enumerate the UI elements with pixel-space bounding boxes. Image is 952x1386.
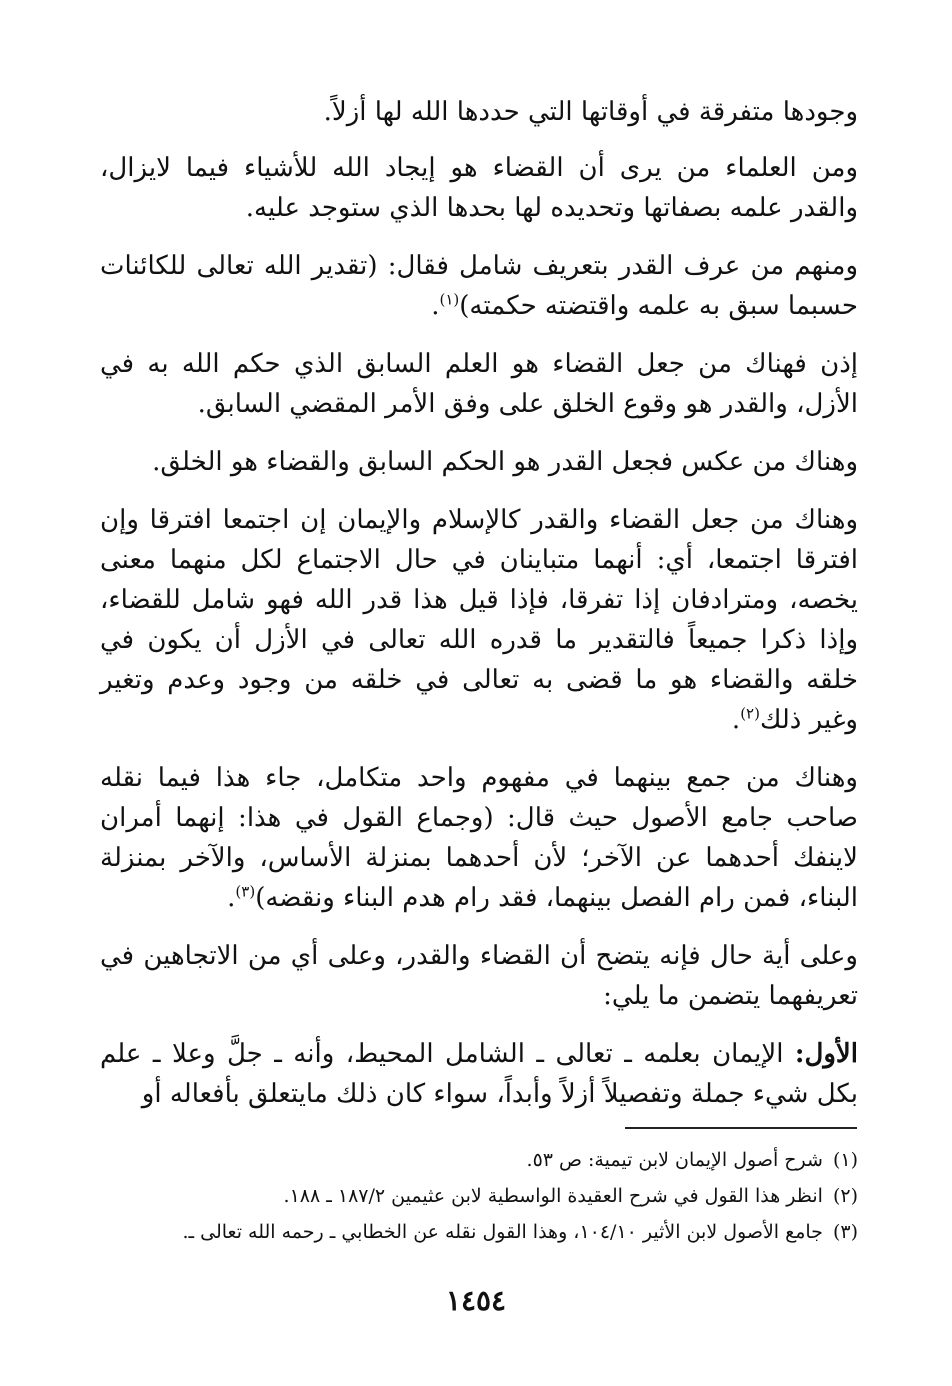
paragraph-text: وعلى أية حال فإنه يتضح أن القضاء والقدر، وعلى أي من الاتجاهين في تعريفهما يتضمن ما يلي: bbox=[100, 941, 858, 1011]
footnote-text: جامع الأصول لابن الأثير ١٠٤/١٠، وهذا القول نقله عن الخطابي ـ رحمه الله تعالى ـ. bbox=[182, 1221, 823, 1243]
paragraph bbox=[100, 148, 858, 228]
paragraph bbox=[100, 442, 858, 482]
paragraph bbox=[100, 92, 858, 132]
paragraph-tail: . bbox=[731, 705, 741, 735]
footnote-number: (٣) bbox=[832, 1221, 858, 1243]
paragraph-text: وجودها متفرقة في أوقاتها التي حددها الله لها أزلاً. bbox=[323, 97, 858, 127]
paragraph bbox=[100, 500, 858, 740]
paragraph-text: ومنهم من عرف القدر بتعريف شامل فقال: (تقدير الله تعالى للكائنات حسبما سبق به علمه واقتضته حكمته) bbox=[100, 251, 858, 321]
paragraph-lead: الأول: bbox=[794, 1039, 858, 1069]
paragraph-text: وهناك من جمع بينهما في مفهوم واحد متكامل، جاء هذا فيما نقله صاحب جامع الأصول حيث قال: (وجماع القول في هذا: إنهما أمران لاينفك أحدهما عن الآخر؛ لأن أحدهما بمنزلة الأساس، والآخر بمنزلة البناء، فمن رام الفصل بينهما، فقد رام هدم البناء ونقضه) bbox=[100, 763, 858, 913]
paragraph bbox=[100, 758, 858, 918]
paragraph-text: الإيمان بعلمه ـ تعالى ـ الشامل المحيط، وأنه ـ جلَّ وعلا ـ علم بكل شيء جملة وتفصيلاً أزلاً وأبداً، سواء كان ذلك مايتعلق بأفعاله أو bbox=[100, 1039, 858, 1109]
footnote-text: شرح أصول الإيمان لابن تيمية: ص ٥٣. bbox=[526, 1149, 823, 1171]
footnote bbox=[100, 1214, 858, 1250]
paragraph bbox=[100, 344, 858, 424]
paragraph-text: وهناك من عكس فجعل القدر هو الحكم السابق والقضاء هو الخلق. bbox=[152, 447, 858, 477]
footnotes bbox=[100, 1142, 858, 1250]
paragraph bbox=[100, 1034, 858, 1114]
footnote-ref[interactable]: (١) bbox=[439, 290, 460, 309]
paragraph bbox=[100, 246, 858, 326]
footnote-number: (٢) bbox=[832, 1185, 858, 1207]
paragraph-text: إذن فهناك من جعل القضاء هو العلم السابق الذي حكم الله به في الأزل، والقدر هو وقوع الخلق على وفق الأمر المقضي السابق. bbox=[100, 349, 858, 419]
paragraph-text: ومن العلماء من يرى أن القضاء هو إيجاد الله للأشياء فيما لايزال، والقدر علمه بصفاتها وتحديده لها بحدها الذي ستوجد عليه. bbox=[100, 153, 858, 223]
page-number: ١٤٥٤ bbox=[445, 1284, 507, 1317]
footnote-number: (١) bbox=[832, 1149, 858, 1171]
paragraph-tail: . bbox=[227, 883, 236, 913]
footnote bbox=[100, 1178, 858, 1214]
footnote-ref[interactable]: (٣) bbox=[235, 882, 256, 901]
footnote bbox=[100, 1142, 858, 1178]
paragraph bbox=[100, 936, 858, 1016]
footnote-separator bbox=[625, 1127, 857, 1129]
page-body bbox=[100, 92, 858, 1132]
paragraph-text: وهناك من جعل القضاء والقدر كالإسلام والإيمان إن اجتمعا افترقا وإن افترقا اجتمعا، أي: أنهما متباينان في حال الاجتماع لكل منهما معنى يخصه، ومترادفان إذا تفرقا، فإذا قيل هذا قدر الله فهو شامل للقضاء، وإذا ذكرا جميعاً فالتقدير ما قدره الله تعالى في الأزل أن يكون في خلقه والقضاء هو ما قضى به تعالى في خلقه من وجود وعدم وتغير وغير ذلك bbox=[100, 505, 858, 735]
footnote-text: انظر هذا القول في شرح العقيدة الواسطية لابن عثيمين ١٨٧/٢ ـ ١٨٨. bbox=[283, 1185, 823, 1207]
paragraph-tail: . bbox=[431, 291, 440, 321]
footnote-ref[interactable]: (٢) bbox=[740, 704, 760, 723]
